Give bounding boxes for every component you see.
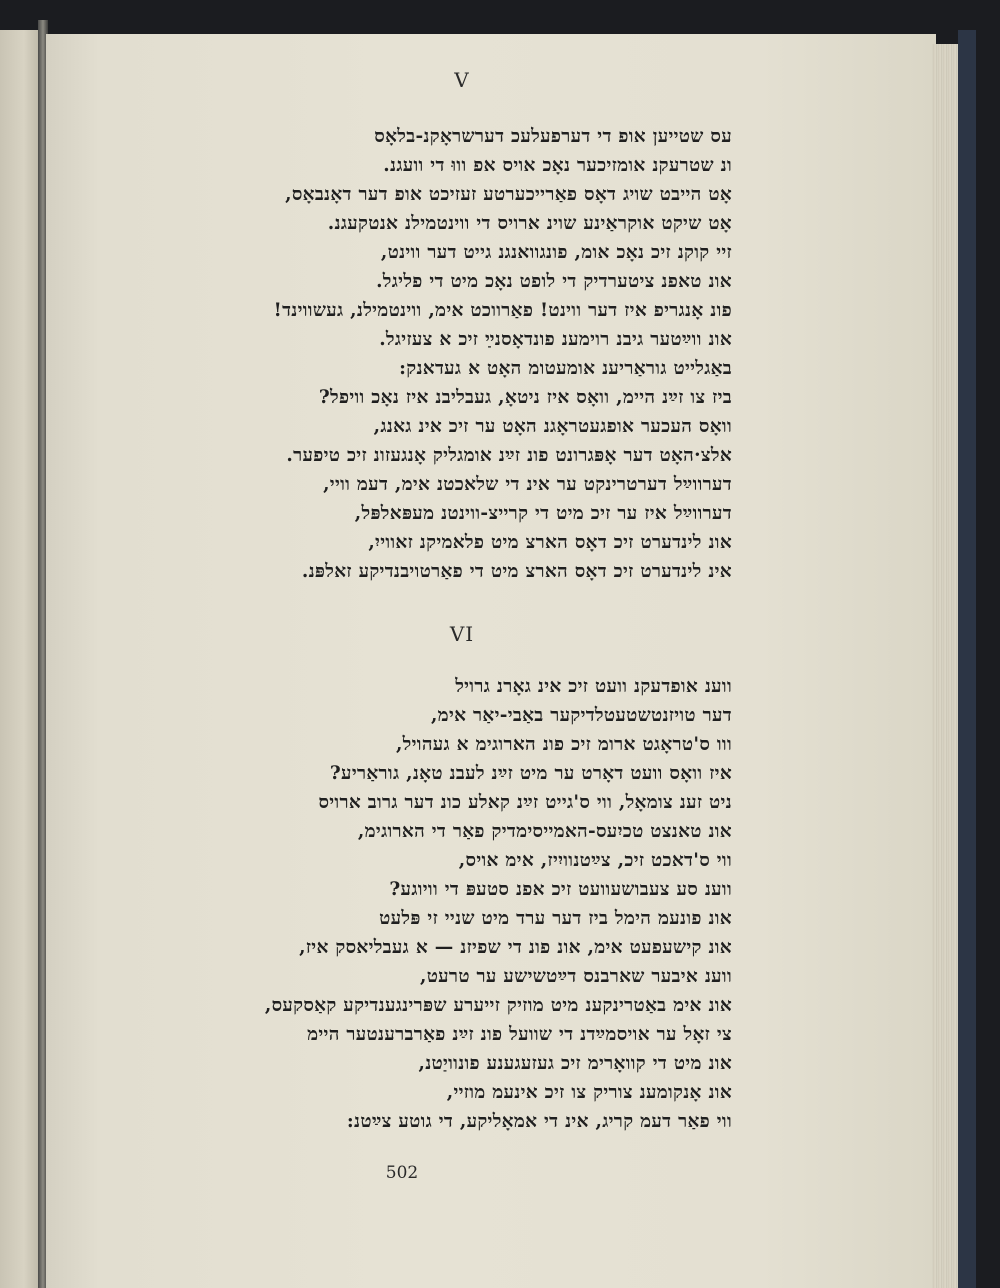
poem-stanza-vi: [132, 672, 732, 1136]
poem-line: עס שטייען אופ די דערפעלעכ דערשראָקנ-בלאָס: [374, 126, 732, 147]
poem-line: צי זאָל ער אויסמײַדנ די שוועל פונ זײַנ פאַרברענטער היימ: [307, 1024, 732, 1045]
poem-line: איז וואָס וועט דאָרט ער מיט זײַנ לעבנ טאָנ, גוראַריע?: [329, 763, 732, 784]
page-number: 502: [385, 1163, 419, 1183]
section-heading-vi: VI: [449, 622, 475, 646]
poem-line: וואָס העכער אופגעטראָגנ האָט ער זיכ אינ גאנג,: [373, 416, 732, 437]
poem-line: ווענ איבער שארבנס דײַטשישע ער טרעט,: [419, 966, 732, 987]
poem-line: אונ אימ באַטרינקענ מיט מוזיק זייערע שפּרינגענדיקע קאַסקעס,: [264, 995, 732, 1016]
poem-line: באַגלייט גוראַריענ אומעטומ האָט א געדאנק:: [399, 358, 732, 379]
book-cover-edge: [958, 30, 976, 1288]
poem-line: פונ אָנגריפ איז דער ווינט! פאַרווכט אימ, ווינטמילנ, געשווינד!: [273, 300, 732, 321]
poem-line: ווי ס'דאכט זיכ, צײַטנוויִיז, אימ אויס,: [458, 850, 732, 871]
poem-line: אונ ווײַטער גיבנ רוימענ פונדאָסנײַ זיכ א צעזיגל.: [379, 329, 732, 350]
poem-line: אונ אָנקומענ צוריק צו זיכ אינעמ מוזיי,: [446, 1082, 732, 1103]
poem-line: דערווײַל דערטרינקט ער אינ די שלאכטנ אימ, דעמ וויי,: [323, 474, 732, 495]
poem-line: אָט שיקט אוקראַינע שוינ ארויס די ווינטמילנ אנטקעגנ.: [327, 213, 732, 234]
poem-line: ווי פאַר דעמ קריג, אינ די אמאָליקע, די גוטע צײַטנ:: [346, 1111, 732, 1132]
section-heading-v: V: [454, 68, 470, 92]
poem-line: אלצ·האָט דער אָפּגרונט פונ זײַנ אומגליק אָנגעזונ זיכ טיפער.: [286, 445, 732, 466]
poem-line: אונ לינדערט זיכ דאָס הארצ מיט פלאמיקנ זאווייִ,: [368, 532, 732, 553]
poem-line: זיי קוקנ זיכ נאָכ אומ, פונגוואנגנ גייט דער ווינט,: [380, 242, 732, 263]
poem-line: אונ קישעפעט אימ, אונ פונ די שפיזנ — א געבליאסק איז,: [299, 937, 732, 958]
poem-line: דערווײַל איז ער זיכ מיט די קרייצ-ווינטנ מעפּאלפּל,: [354, 503, 732, 524]
poem-line: אונ טאנצט טכיִעס-האמייסימדיק פאַר די הארוגימ,: [357, 821, 732, 842]
poem-line: ווו ס'טראָגט ארומ זיכ פונ הארוגימ א געהויל,: [395, 734, 732, 755]
poem-stanza-v: [132, 122, 732, 586]
poem-line: ביז צו זײַנ היימ, וואָס איז ניטאָ, געבליבנ איז נאָכ וויפל?: [318, 387, 732, 408]
poem-line: ווענ סע צעבושעוועט זיכ אפנ סטעפּ די וויוגע?: [389, 879, 732, 900]
poem-line: אונ טאפנ ציטערדיק די לופט נאָכ מיט די פליגל.: [376, 271, 732, 292]
poem-line: אונ מיט די קוואָרימ זיכ געזעגענע פונוויַטנ,: [418, 1053, 732, 1074]
poem-line: אינ לינדערט זיכ דאָס הארצ מיט די פאַרטויבנדיקע זאלפּנ.: [301, 561, 732, 582]
poem-line: דער טויזנטשטעטלדיקער באַבי-יאַר אימ,: [430, 705, 732, 726]
left-page-edge: [0, 30, 40, 1288]
poem-line: ונ שטרעקנ אומזיכער נאָכ אויס אפ וווּ די וועגנ.: [383, 155, 732, 176]
poem-line: ווענ אופדעקנ וועט זיכ אינ גאָרנ גרויל: [455, 676, 732, 697]
poem-line: אונ פונעמ הימל ביז דער ערד מיט שניי זי פּלעט: [379, 908, 732, 929]
poem-line: אָט הייבט שויג דאָס פאַרייכערטע זעזיכט אופ דער דאָנבאָס,: [285, 184, 732, 205]
poem-line: ניט זענ צומאָל, ווי ס'גייט זײַנ קאלע כונ דער גרוב ארויס: [318, 792, 732, 813]
